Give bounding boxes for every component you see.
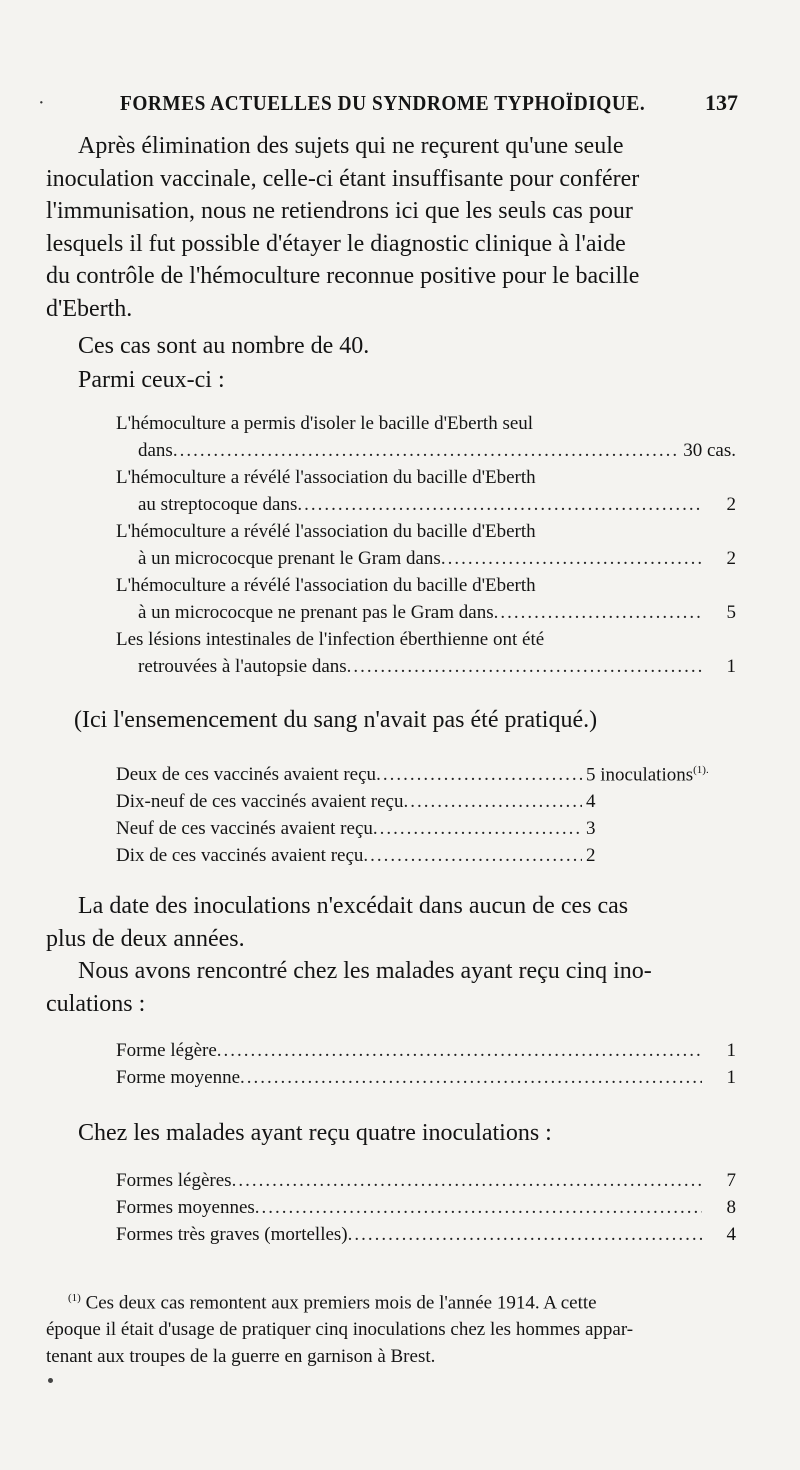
leader-dots <box>173 437 679 464</box>
item-label: Forme moyenne <box>116 1067 241 1088</box>
text-line: Après élimination des sujets qui ne reçurent qu'une seule <box>78 133 624 159</box>
item-value: 30 cas. <box>683 440 736 461</box>
paragraph-cinq-inoculations <box>46 955 756 1020</box>
item-row <box>116 599 736 626</box>
footnote-marker: (1) <box>68 1292 81 1304</box>
hemoculture-results-list <box>116 410 736 680</box>
item-value: 7 <box>726 1170 736 1191</box>
leader-dots <box>255 1194 702 1221</box>
footnote-line: tenant aux troupes de la guerre en garnison à Brest. <box>46 1346 436 1368</box>
item-label: Formes très graves (mortelles) <box>116 1224 348 1245</box>
item-value: 2 <box>726 494 736 515</box>
item-label: Dix de ces vaccinés avaient reçu <box>116 845 364 867</box>
item-label: Deux de ces vaccinés avaient reçu <box>116 764 377 786</box>
list-item <box>116 1194 736 1221</box>
leader-dots <box>347 653 702 680</box>
text-line: d'Eberth. <box>46 295 133 322</box>
item-label: retrouvées à l'autopsie dans <box>138 656 347 677</box>
item-label: au streptocoque dans <box>138 494 298 515</box>
list-item <box>116 518 736 572</box>
page-header <box>38 88 738 118</box>
item-line: L'hémoculture a permis d'isoler le bacille d'Eberth seul <box>116 413 534 434</box>
page-number: 137 <box>705 90 738 115</box>
paragraph-dates <box>46 890 756 955</box>
item-value: 5 <box>726 602 736 623</box>
list-item <box>116 788 736 815</box>
text-line: lesquels il fut possible d'étayer le diagnostic clinique à l'aide <box>46 230 626 257</box>
list-item <box>116 572 736 626</box>
list-item <box>116 1221 736 1248</box>
item-line: Les lésions intestinales de l'infection éberthienne ont été <box>116 629 545 650</box>
item-label: Neuf de ces vaccinés avaient reçu <box>116 818 373 840</box>
five-inoculations-forms-list <box>116 1037 736 1091</box>
list-item <box>116 626 736 680</box>
ink-speck <box>48 1378 53 1383</box>
header-mark: · <box>38 91 45 114</box>
text-line: inoculation vaccinale, celle-ci étant insuffisante pour conférer <box>46 165 640 192</box>
running-title: FORMES ACTUELLES DU SYNDROME TYPHOÏDIQUE. <box>120 90 646 115</box>
footnote-text: Ces deux cas remontent aux premiers mois de l'année 1914. A cette <box>85 1292 597 1314</box>
leader-dots <box>232 1167 702 1194</box>
item-value: 4 <box>586 791 596 813</box>
paragraph-ensemencement <box>46 704 756 737</box>
item-value: 2 <box>586 845 596 867</box>
footnote-line: époque il était d'usage de pratiquer cinq inoculations chez les hommes appar- <box>46 1319 634 1341</box>
text-line: plus de deux années. <box>46 925 245 952</box>
item-label: Formes légères <box>116 1170 232 1191</box>
item-label: dans <box>138 440 173 461</box>
text-line: Parmi ceux-ci : <box>78 367 225 393</box>
list-item <box>116 1037 736 1064</box>
item-label: Forme légère <box>116 1040 217 1061</box>
leader-dots <box>404 788 583 815</box>
item-value: 8 <box>726 1197 736 1218</box>
list-item <box>116 410 736 464</box>
item-line: L'hémoculture a révélé l'association du bacille d'Eberth <box>116 575 536 596</box>
item-label: Dix-neuf de ces vaccinés avaient reçu <box>116 791 404 813</box>
list-item <box>116 842 736 869</box>
text-line: Ces cas sont au nombre de 40. <box>78 333 370 359</box>
text-line: du contrôle de l'hémoculture reconnue positive pour le bacille <box>46 263 640 289</box>
list-item <box>116 1167 736 1194</box>
text-line: l'immunisation, nous ne retiendrons ici que les seuls cas pour <box>46 198 633 224</box>
text-line: Chez les malades ayant reçu quatre inoculations : <box>78 1120 552 1146</box>
paragraph-parmi <box>46 364 788 397</box>
item-value: 3 <box>586 818 596 840</box>
item-row <box>116 437 736 464</box>
text-line: La date des inoculations n'excédait dans aucun de ces cas <box>78 893 629 919</box>
item-line: L'hémoculture a révélé l'association du bacille d'Eberth <box>116 521 536 542</box>
list-item <box>116 757 736 788</box>
item-label: Formes moyennes <box>116 1197 255 1218</box>
leader-dots <box>441 545 702 572</box>
item-label: à un micrococque prenant le Gram dans <box>138 548 441 569</box>
item-row <box>116 491 736 518</box>
item-value: 2 <box>726 548 736 569</box>
footnote-ref: (1). <box>693 764 709 776</box>
paragraph-quatre-inoculations <box>46 1117 788 1150</box>
leader-dots <box>363 842 582 869</box>
paragraph-elimination <box>46 130 756 325</box>
leader-dots <box>494 599 702 626</box>
item-value-text: 5 inoculations <box>586 764 694 786</box>
text-line: (Ici l'ensemencement du sang n'avait pas été pratiqué.) <box>74 707 598 733</box>
paragraph-case-count <box>46 330 788 363</box>
item-value: 1 <box>726 1040 736 1061</box>
item-line: L'hémoculture a révélé l'association du bacille d'Eberth <box>116 467 536 488</box>
item-value: 1 <box>726 1067 736 1088</box>
four-inoculations-forms-list <box>116 1167 736 1248</box>
leader-dots <box>348 1221 702 1248</box>
inoculation-counts-list <box>116 757 736 869</box>
item-row <box>116 653 736 680</box>
list-item <box>116 464 736 518</box>
item-value <box>582 757 736 788</box>
list-item <box>116 1064 736 1091</box>
item-row <box>116 545 736 572</box>
footnote <box>46 1285 756 1370</box>
footnote-line <box>46 1285 756 1316</box>
leader-dots <box>373 815 582 842</box>
item-value: 4 <box>726 1224 736 1245</box>
item-value: 1 <box>726 656 736 677</box>
leader-dots <box>376 761 582 788</box>
leader-dots <box>240 1064 702 1091</box>
leader-dots <box>217 1037 702 1064</box>
text-line: Nous avons rencontré chez les malades ayant reçu cinq ino- <box>78 958 652 984</box>
leader-dots <box>297 491 702 518</box>
text-line: culations : <box>46 990 146 1017</box>
list-item <box>116 815 736 842</box>
item-label: à un micrococque ne prenant pas le Gram dans <box>138 602 494 623</box>
